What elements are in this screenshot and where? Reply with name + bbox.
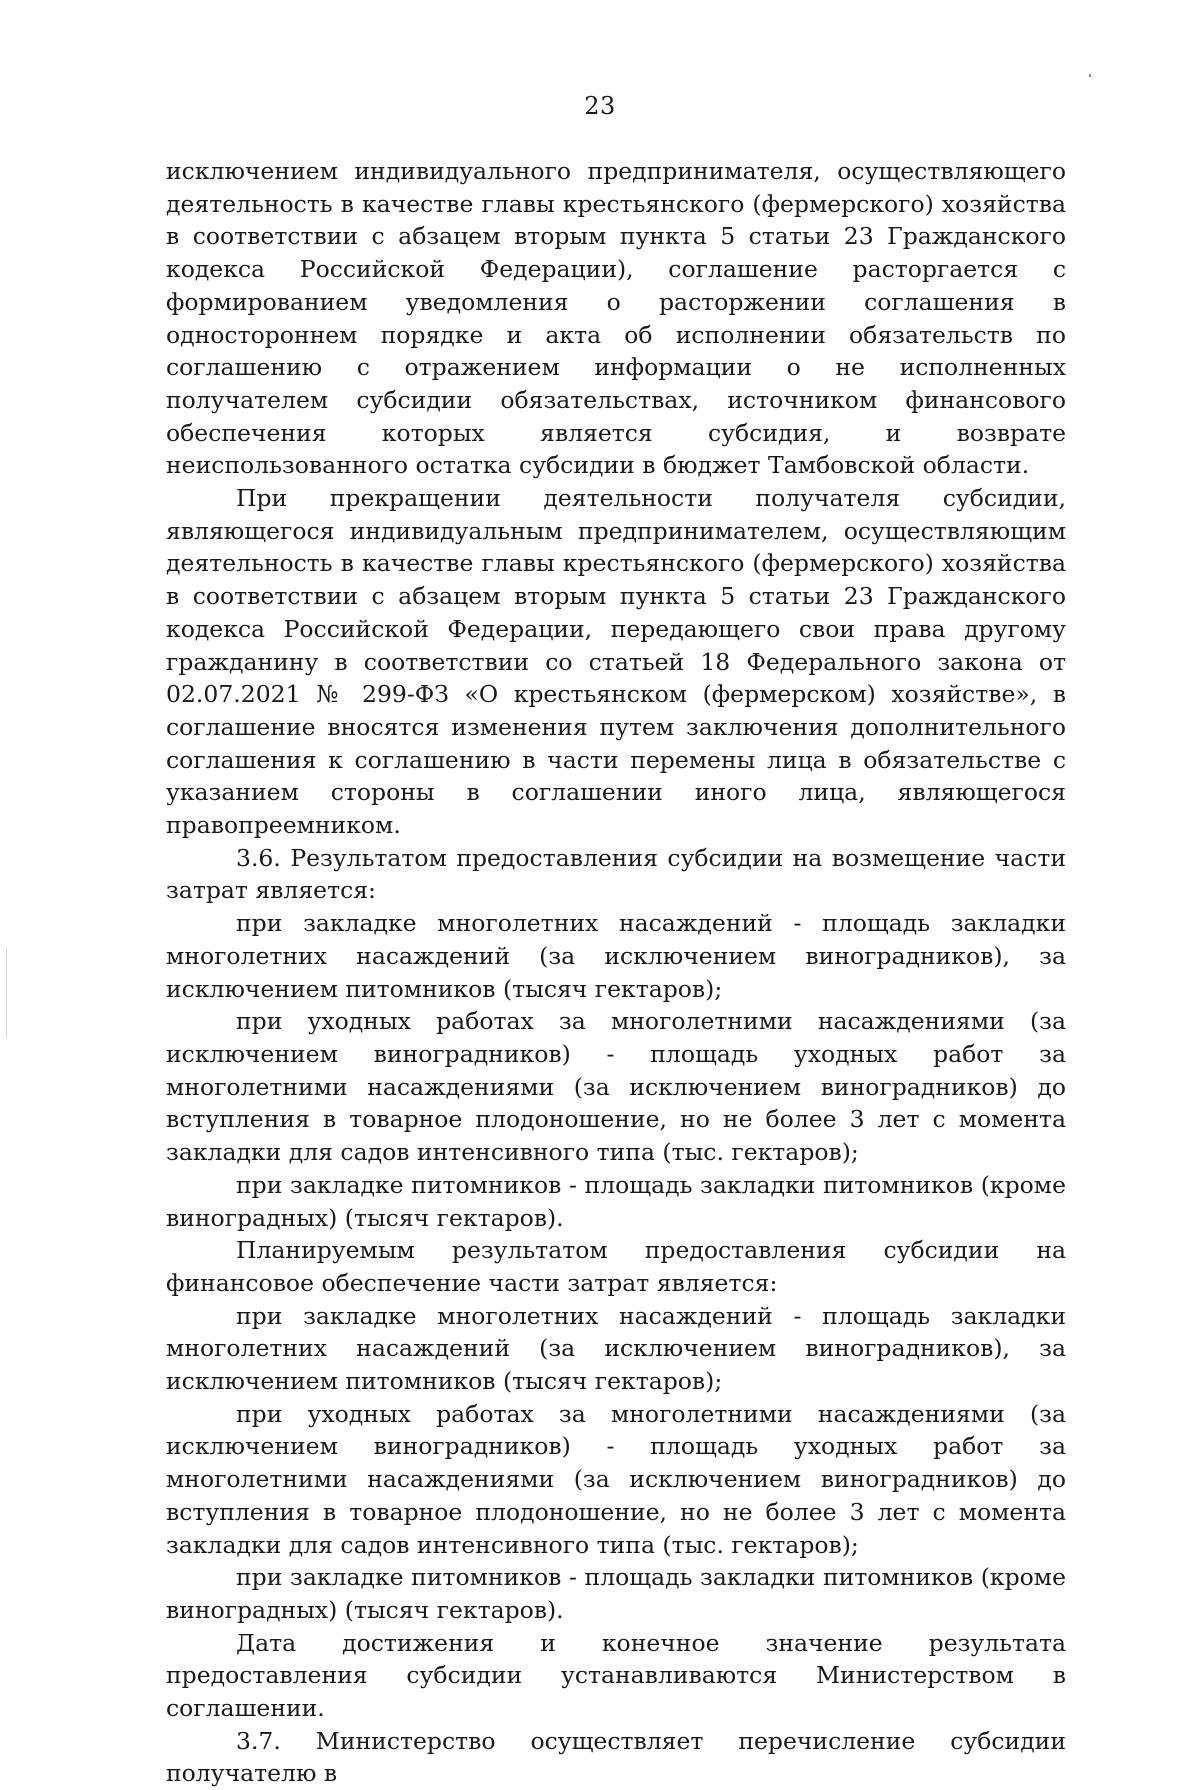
planned-item-nurseries: при закладке питомников - площадь закладки питомников (кроме виноградных) (тысяч гектаров). bbox=[166, 1563, 1066, 1624]
scan-dot bbox=[1089, 74, 1091, 77]
paragraph-termination-transfer: При прекращении деятельности получателя субсидии, являющегося индивидуальным предпринимателем, осуществляющим деятельность в качестве главы крестьянского (фермерского) хозяйства в соответствии с абзацем вторым пункта 5 статьи 23 Гражданского кодекса Российской Федерации, передающего свои права другому гражданину в соответствии со статьей 18 Федерального закона от 02.07.2021 № 299-ФЗ «О крестьянском (фермерском) хозяйстве», в соглашение вносятся изменения путем заключения дополнительного соглашения к соглашению в части перемены лица в обязательстве с указанием стороны в соглашении иного лица, являющегося правопреемником. bbox=[166, 484, 1066, 840]
result-item-care-works: при уходных работах за многолетними насаждениями (за исключением виноградников) - площадь уходных работ за многолетними насаждениями (за исключением виноградников) до вступления в товарное плодоношение, но не более 3 лет с момента закладки для садов интенсивного типа (тыс. гектаров); bbox=[166, 1007, 1066, 1167]
result-item-nurseries: при закладке питомников - площадь закладки питомников (кроме виноградных) (тысяч гектаров). bbox=[166, 1170, 1066, 1232]
paragraph-achievement-date: Дата достижения и конечное значение результата предоставления субсидии устанавливаются Министерством в соглашении. bbox=[166, 1628, 1066, 1723]
paragraph-continuation: исключением индивидуального предпринимателя, осуществляющего деятельность в качестве главы крестьянского (фермерского) хозяйства в соответствии с абзацем вторым пункта 5 статьи 23 Гражданского кодекса Российской Федерации), соглашение расторгается с формированием уведомления о расторжении соглашения в одностороннем порядке и акта об исполнении обязательств по соглашению с отражением информации о не исполненных получателем субсидии обязательствах, источником финансового обеспечения которых является субсидия, и возврате неиспользованного остатка субсидии в бюджет Тамбовской области. bbox=[166, 157, 1066, 480]
page-number: 23 bbox=[584, 92, 616, 120]
paragraph-3-7: 3.7. Министерство осуществляет перечисление субсидии получателю в bbox=[166, 1726, 1066, 1788]
paragraph-planned-result: Планируемым результатом предоставления субсидии на финансовое обеспечение части затрат является: bbox=[166, 1236, 1066, 1297]
planned-item-care-works: при уходных работах за многолетними насаждениями (за исключением виноградников) - площадь уходных работ за многолетними насаждениями (за исключением виноградников) до вступления в товарное плодоношение, но не более 3 лет с момента закладки для садов интенсивного типа (тыс. гектаров); bbox=[166, 1399, 1066, 1559]
document-body bbox=[166, 155, 1066, 1790]
planned-item-planting: при закладке многолетних насаждений - площадь закладки многолетних насаждений (за исключением виноградников), за исключением питомников (тысяч гектаров); bbox=[166, 1301, 1066, 1396]
paragraph-3-6: 3.6. Результатом предоставления субсидии на возмещение части затрат является: bbox=[166, 843, 1066, 905]
result-item-planting: при закладке многолетних насаждений - площадь закладки многолетних насаждений (за исключением виноградников), за исключением питомников (тысяч гектаров); bbox=[166, 909, 1066, 1003]
scan-edge-mark bbox=[6, 948, 7, 1038]
